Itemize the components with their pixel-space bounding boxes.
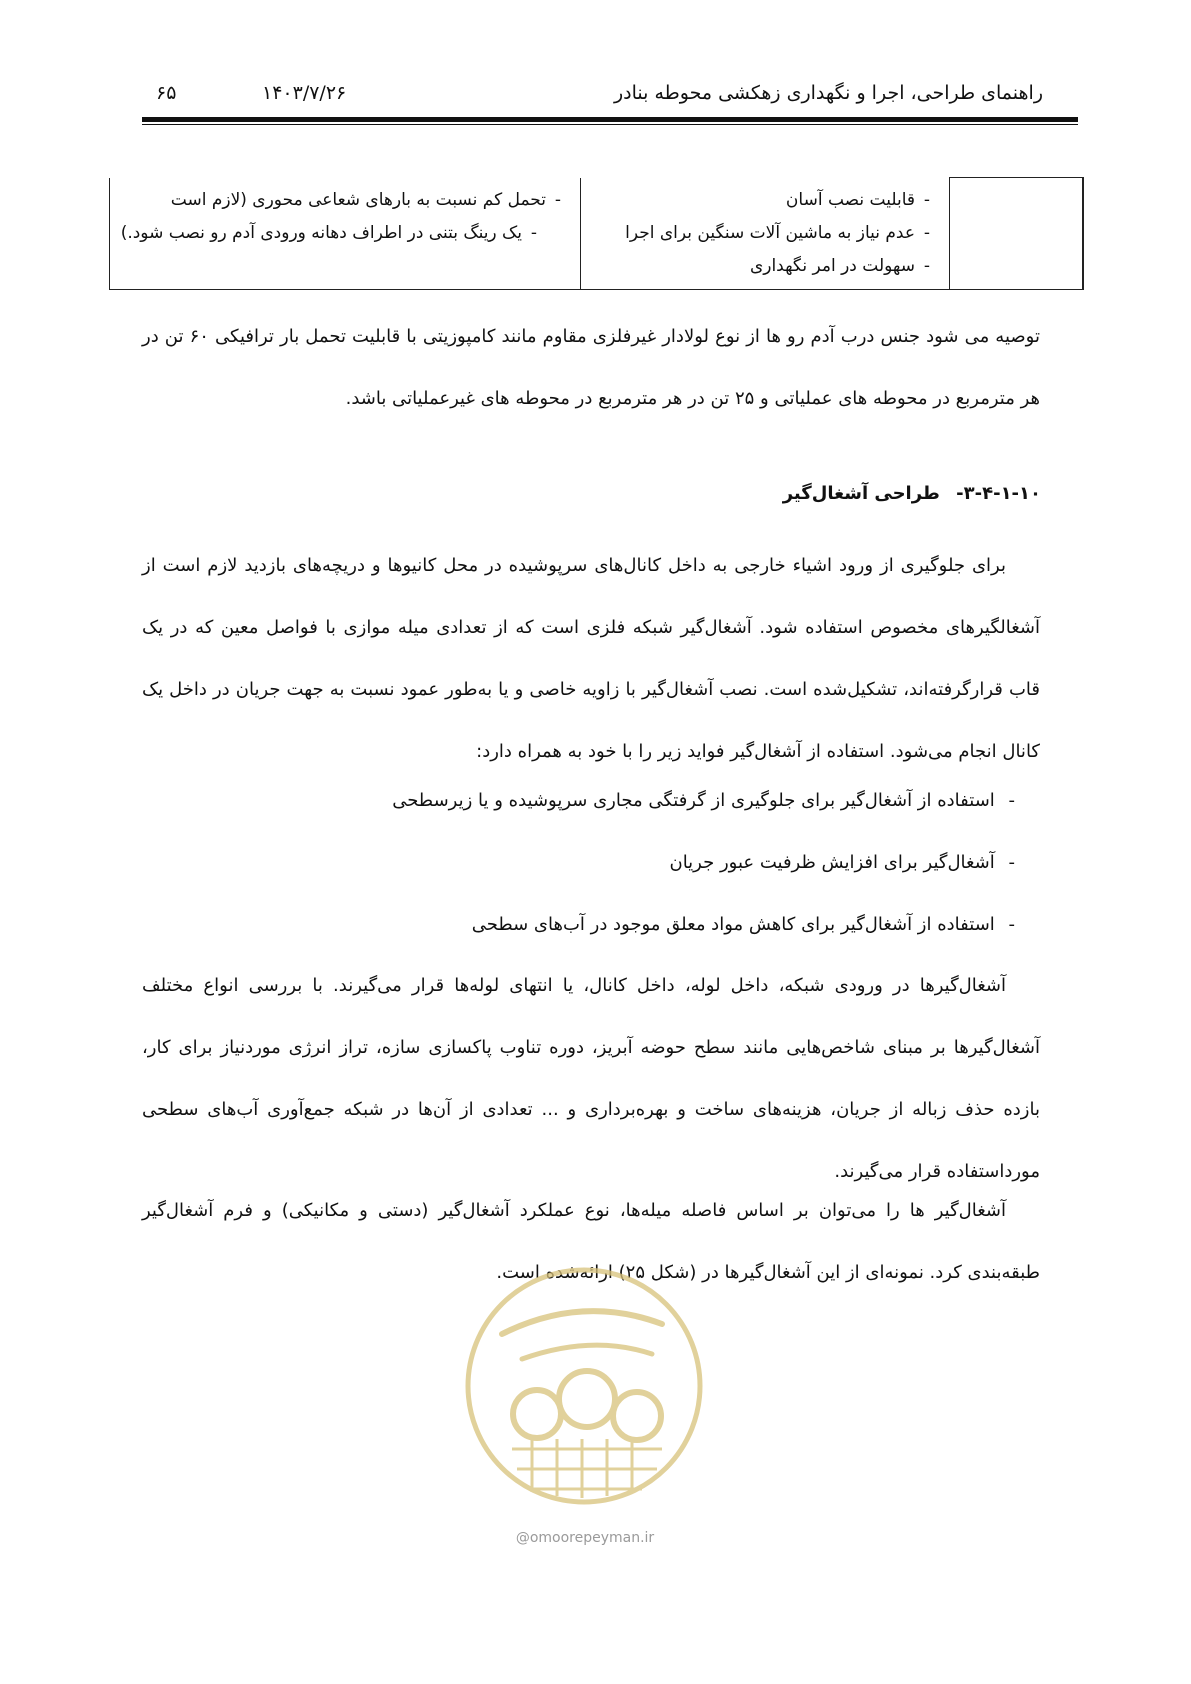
advantages-list: [591, 184, 939, 283]
paragraph-text: برای جلوگیری از ورود اشیاء خارجی به داخل کانال‌های سرپوشیده در محل کانیوها و دریچه‌های بازدید لازم است از آشغالگیرهای مخصوص استفاده شود. آشغال‌گیر شبکه فلزی است که از تعدادی میله موازی با فواصل معین که در یک قاب قرارگرفته‌اند، تشکیل‌شده است. نصب آشغال‌گیر با زاویه خاصی و یا به‌طور عمود نسبت به جهت جریان در داخل یک کانال انجام می‌شود. استفاده از آشغال‌گیر فواید زیر را با خود به همراه دارد:: [142, 555, 1040, 762]
list-item: - قابلیت نصب آسان: [591, 184, 939, 217]
disadvantages-list: [120, 184, 570, 250]
paragraph-text: آشغال‌گیر ها را می‌توان بر اساس فاصله میله‌ها، نوع عملکرد آشغال‌گیر (دستی و مکانیکی) و فرم آشغال‌گیر طبقه‌بندی کرد. نمونه‌ای از این آشغال‌گیرها در (شکل ۲۵) ارائه‌شده است.: [142, 1200, 1040, 1283]
list-item: - سهولت در امر نگهداری: [591, 250, 939, 283]
list-item-text: یک رینگ بتنی در اطراف دهانه ورودی آدم رو نصب شود.): [120, 222, 522, 243]
list-item: - استفاده از آشغال‌گیر برای کاهش مواد معلق موجود در آب‌های سطحی: [315, 894, 1015, 956]
table-row: [110, 178, 1084, 290]
table-cell-empty: [950, 178, 1084, 290]
note-paragraph: [142, 306, 1040, 430]
section-heading: [783, 483, 1041, 504]
list-item-continuation: [120, 217, 570, 250]
section-number: ۳-۴-۱-۱۰-: [956, 483, 1041, 504]
intro-paragraph: [142, 535, 1040, 783]
list-item: - آشغال‌گیر برای افزایش ظرفیت عبور جریان: [315, 832, 1015, 894]
list-item: - استفاده از آشغال‌گیر برای جلوگیری از گرفتگی مجاری سرپوشیده و یا زیرسطحی: [315, 770, 1015, 832]
document-date: ۱۴۰۳/۷/۲۶: [262, 82, 347, 104]
table-cell-disadvantages: [110, 178, 581, 290]
watermark-url: @omoorepeyman.ir: [515, 1530, 655, 1546]
list-item: - تحمل کم نسبت به بارهای شعاعی محوری (لازم است: [120, 184, 570, 217]
header-rule-thick: [142, 117, 1078, 122]
page-number: ۶۵: [156, 82, 177, 104]
header-rule-thin: [142, 124, 1078, 125]
list-item: - عدم نیاز به ماشین آلات سنگین برای اجرا: [591, 217, 939, 250]
location-paragraph: [142, 955, 1040, 1203]
paragraph-text: توصیه می شود جنس درب آدم رو ها از نوع لولادار غیرفلزی مقاوم مانند کامپوزیتی با قابلیت تحمل بار ترافیکی ۶۰ تن در هر مترمربع در محوطه های عملیاتی و ۲۵ تن در هر مترمربع در محوطه های غیرعملیاتی باشد.: [142, 326, 1040, 409]
document-title: راهنمای طراحی، اجرا و نگهداری زهکشی محوطه بنادر: [613, 82, 1043, 104]
page-header: [150, 72, 1043, 112]
table-cell-advantages: [581, 178, 950, 290]
comparison-table: [109, 177, 1084, 290]
benefits-list: [315, 770, 1015, 956]
section-title: طراحی آشغال‌گیر: [782, 483, 940, 504]
watermark-logo-icon: [462, 1264, 706, 1508]
paragraph-text: آشغال‌گیرها در ورودی شبکه، داخل لوله، داخل کانال، یا انتهای لوله‌ها قرار می‌گیرند. با بررسی انواع مختلف آشغال‌گیرها بر مبنای شاخص‌هایی مانند سطح حوضه آبریز، دوره تناوب پاکسازی سازه، تراز انرژی موردنیاز برای کار، بازده حذف زباله از جریان، هزینه‌های ساخت و بهره‌برداری و ... تعدادی از آن‌ها در شبکه جمع‌آوری آب‌های سطحی مورداستفاده قرار می‌گیرند.: [142, 975, 1040, 1182]
